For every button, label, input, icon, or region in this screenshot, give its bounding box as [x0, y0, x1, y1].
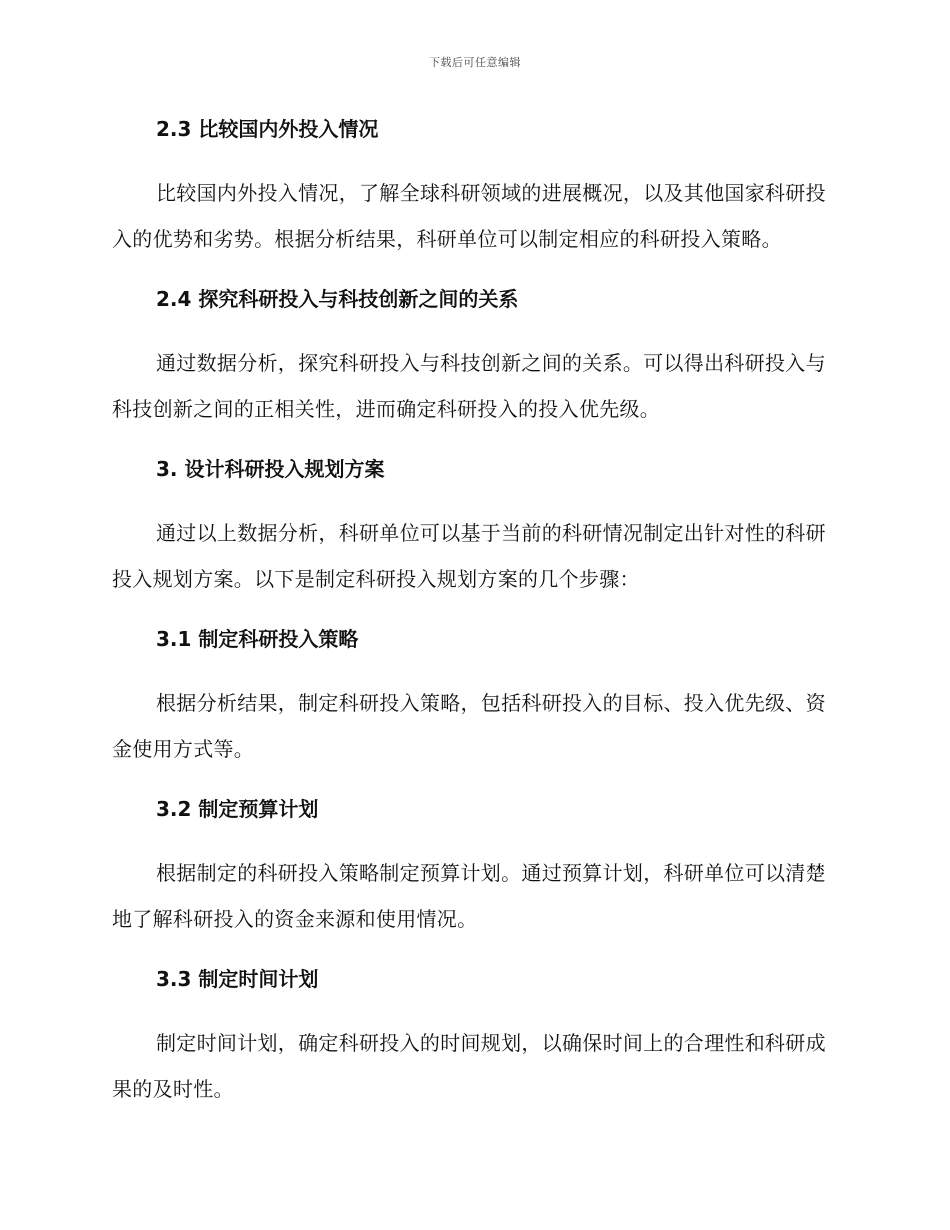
section-paragraph-3-3: 制定时间计划，确定科研投入的时间规划，以确保时间上的合理性和科研成果的及时性。: [112, 1031, 826, 1101]
section-heading-3: 3. 设计科研投入规划方案: [156, 457, 385, 481]
page-header: 下载后可任意编辑: [429, 56, 521, 69]
section-paragraph-3: 通过以上数据分析，科研单位可以基于当前的科研情况制定出针对性的科研投入规划方案。以下是制定科研投入规划方案的几个步骤：: [112, 521, 826, 591]
section-heading-3-1: 3.1 制定科研投入策略: [156, 627, 359, 651]
section-heading-2-4: 2.4 探究科研投入与科技创新之间的关系: [156, 287, 519, 311]
section-paragraph-3-2: 根据制定的科研投入策略制定预算计划。通过预算计划，科研单位可以清楚地了解科研投入的资金来源和使用情况。: [112, 861, 826, 931]
section-heading-3-2: 3.2 制定预算计划: [156, 797, 319, 821]
document-body: [112, 112, 832, 1112]
section-heading-2-3: 2.3 比较国内外投入情况: [156, 117, 379, 141]
section-paragraph-2-4: 通过数据分析，探究科研投入与科技创新之间的关系。可以得出科研投入与科技创新之间的正相关性，进而确定科研投入的投入优先级。: [112, 351, 826, 421]
section-paragraph-2-3: 比较国内外投入情况，了解全球科研领域的进展概况，以及其他国家科研投入的优势和劣势。根据分析结果，科研单位可以制定相应的科研投入策略。: [112, 181, 826, 251]
section-paragraph-3-1: 根据分析结果，制定科研投入策略，包括科研投入的目标、投入优先级、资金使用方式等。: [112, 691, 826, 761]
section-heading-3-3: 3.3 制定时间计划: [156, 967, 319, 991]
